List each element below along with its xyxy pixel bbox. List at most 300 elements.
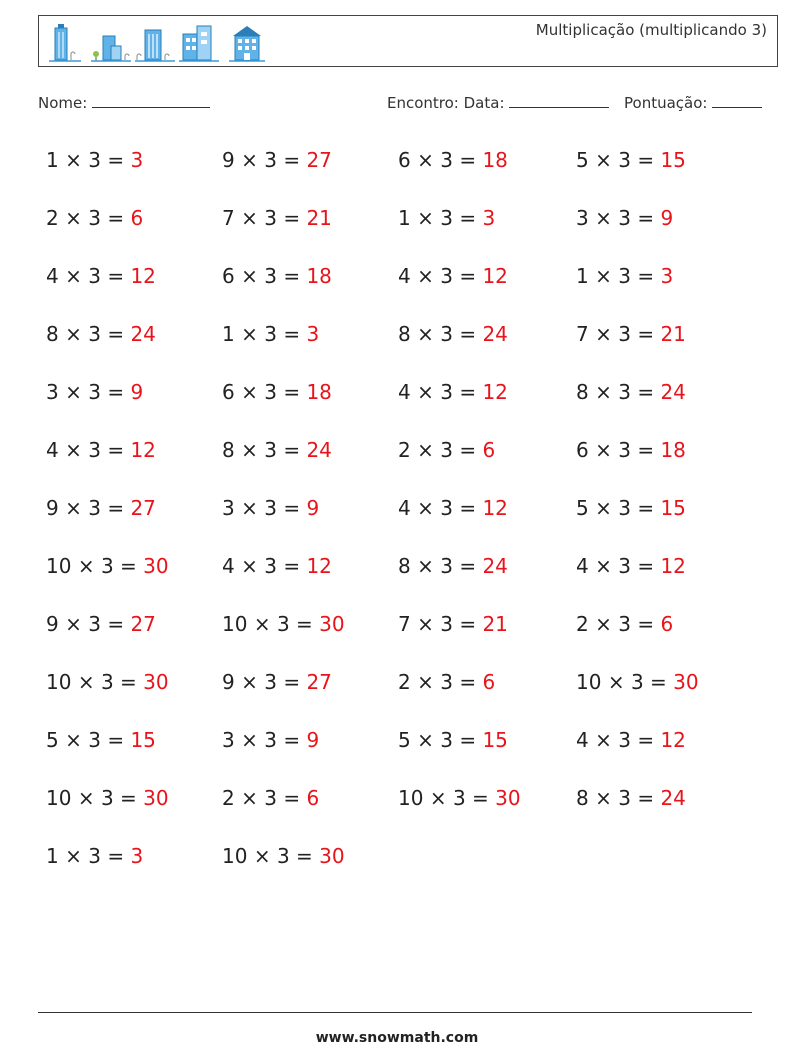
problem-row xyxy=(576,612,673,636)
problem-row xyxy=(222,496,319,520)
equals-sign: = xyxy=(283,264,301,288)
problem-row xyxy=(46,844,143,868)
multiplicand: 3 xyxy=(264,264,277,288)
multiplicand: 3 xyxy=(88,322,101,346)
multiplier: 9 xyxy=(222,148,235,172)
equals-sign: = xyxy=(637,728,655,752)
problem-row xyxy=(576,786,686,810)
equals-sign: = xyxy=(107,380,125,404)
multiplier: 4 xyxy=(398,496,411,520)
problem-row xyxy=(576,322,686,346)
problem-row xyxy=(46,786,169,810)
equals-sign: = xyxy=(296,844,313,868)
multiplier: 10 xyxy=(398,786,424,810)
equals-sign: = xyxy=(650,670,667,694)
equals-sign: = xyxy=(637,264,655,288)
equals-sign: = xyxy=(637,380,655,404)
equals-sign: = xyxy=(107,148,125,172)
answer: 3 xyxy=(130,148,144,172)
multiplier: 2 xyxy=(398,438,411,462)
multiplicand: 3 xyxy=(88,380,101,404)
answer: 30 xyxy=(143,670,169,694)
multiplier: 4 xyxy=(398,264,411,288)
equals-sign: = xyxy=(107,496,125,520)
multiplier: 2 xyxy=(398,670,411,694)
multiplicand: 3 xyxy=(618,496,631,520)
answer: 6 xyxy=(482,438,496,462)
problem-row xyxy=(222,148,332,172)
multiplier: 1 xyxy=(576,264,589,288)
times-sign: × xyxy=(65,728,82,752)
answer: 30 xyxy=(495,786,521,810)
answer: 9 xyxy=(306,728,320,752)
multiplier: 6 xyxy=(576,438,589,462)
answer: 15 xyxy=(660,148,686,172)
answer: 15 xyxy=(482,728,508,752)
answer: 3 xyxy=(306,322,320,346)
multiplier: 4 xyxy=(398,380,411,404)
multiplicand: 3 xyxy=(88,264,101,288)
answer: 18 xyxy=(306,380,332,404)
problem-row xyxy=(398,322,508,346)
problem-row xyxy=(398,206,495,230)
multiplicand: 3 xyxy=(440,264,453,288)
multiplicand: 3 xyxy=(276,612,290,636)
multiplier: 3 xyxy=(576,206,589,230)
multiplicand: 3 xyxy=(88,728,101,752)
problem-row xyxy=(46,670,169,694)
multiplicand: 3 xyxy=(264,670,277,694)
problem-row xyxy=(222,438,332,462)
problem-row xyxy=(398,554,508,578)
times-sign: × xyxy=(65,438,82,462)
times-sign: × xyxy=(241,148,258,172)
equals-sign: = xyxy=(637,496,655,520)
office-building-icon xyxy=(91,22,131,62)
times-sign: × xyxy=(417,322,434,346)
equals-sign: = xyxy=(459,380,477,404)
multiplicand: 3 xyxy=(618,148,631,172)
equals-sign: = xyxy=(283,206,301,230)
times-sign: × xyxy=(65,206,82,230)
times-sign: × xyxy=(253,844,271,868)
multiplier: 1 xyxy=(222,322,235,346)
equals-sign: = xyxy=(107,264,125,288)
multiplier: 9 xyxy=(46,496,59,520)
problem-row xyxy=(222,380,332,404)
multiplier: 10 xyxy=(576,670,602,694)
multiplicand: 3 xyxy=(618,786,631,810)
times-sign: × xyxy=(241,554,258,578)
problem-row xyxy=(576,206,673,230)
times-sign: × xyxy=(595,148,612,172)
equals-sign: = xyxy=(637,148,655,172)
multiplicand: 3 xyxy=(88,438,101,462)
multiplicand: 3 xyxy=(264,438,277,462)
problem-row xyxy=(576,670,699,694)
equals-sign: = xyxy=(459,438,477,462)
problem-row xyxy=(46,612,156,636)
answer: 15 xyxy=(130,728,156,752)
answer: 6 xyxy=(660,612,674,636)
times-sign: × xyxy=(595,786,612,810)
equals-sign: = xyxy=(283,670,301,694)
times-sign: × xyxy=(417,380,434,404)
multiplier: 3 xyxy=(222,728,235,752)
answer: 18 xyxy=(482,148,508,172)
multiplicand: 3 xyxy=(440,438,453,462)
answer: 30 xyxy=(673,670,699,694)
answer: 27 xyxy=(306,148,332,172)
answer: 12 xyxy=(660,554,686,578)
equals-sign: = xyxy=(637,206,655,230)
name-field xyxy=(38,93,210,112)
times-sign: × xyxy=(595,264,612,288)
times-sign: × xyxy=(417,612,434,636)
times-sign: × xyxy=(241,670,258,694)
answer: 24 xyxy=(660,380,686,404)
problem-row xyxy=(46,148,143,172)
multiplicand: 3 xyxy=(100,670,114,694)
multiplicand: 3 xyxy=(264,496,277,520)
multiplicand: 3 xyxy=(618,438,631,462)
multiplicand: 3 xyxy=(618,612,631,636)
times-sign: × xyxy=(65,844,82,868)
multiplier: 2 xyxy=(46,206,59,230)
equals-sign: = xyxy=(283,380,301,404)
times-sign: × xyxy=(429,786,447,810)
problem-row xyxy=(398,264,508,288)
equals-sign: = xyxy=(283,786,301,810)
score-label: Pontuação: xyxy=(624,94,708,112)
equals-sign: = xyxy=(283,322,301,346)
multiplier: 3 xyxy=(222,496,235,520)
multiplier: 7 xyxy=(222,206,235,230)
answer: 18 xyxy=(660,438,686,462)
multiplier: 8 xyxy=(222,438,235,462)
problem-row xyxy=(576,148,686,172)
answer: 12 xyxy=(306,554,332,578)
problem-row xyxy=(222,844,345,868)
times-sign: × xyxy=(417,496,434,520)
times-sign: × xyxy=(65,380,82,404)
multiplicand: 3 xyxy=(452,786,466,810)
problem-row xyxy=(576,728,686,752)
multiplier: 8 xyxy=(46,322,59,346)
problem-row xyxy=(46,438,156,462)
answer: 24 xyxy=(482,322,508,346)
answer: 3 xyxy=(660,264,674,288)
multiplicand: 3 xyxy=(264,148,277,172)
times-sign: × xyxy=(417,264,434,288)
equals-sign: = xyxy=(459,612,477,636)
multiplicand: 3 xyxy=(88,844,101,868)
multiplicand: 3 xyxy=(618,554,631,578)
multiplicand: 3 xyxy=(264,380,277,404)
answer: 30 xyxy=(143,786,169,810)
multiplier: 3 xyxy=(46,380,59,404)
equals-sign: = xyxy=(459,554,477,578)
multiplier: 6 xyxy=(222,264,235,288)
problem-row xyxy=(46,496,156,520)
multiplicand: 3 xyxy=(264,554,277,578)
multiplier: 10 xyxy=(222,612,248,636)
multiplicand: 3 xyxy=(264,322,277,346)
multiplicand: 3 xyxy=(440,612,453,636)
date-field xyxy=(387,93,609,112)
problem-row xyxy=(398,612,508,636)
equals-sign: = xyxy=(637,438,655,462)
multiplier: 9 xyxy=(222,670,235,694)
times-sign: × xyxy=(241,728,258,752)
answer: 9 xyxy=(130,380,144,404)
problem-row xyxy=(46,728,156,752)
equals-sign: = xyxy=(120,670,137,694)
equals-sign: = xyxy=(637,554,655,578)
times-sign: × xyxy=(77,786,95,810)
answer: 24 xyxy=(130,322,156,346)
equals-sign: = xyxy=(296,612,313,636)
times-sign: × xyxy=(241,786,258,810)
times-sign: × xyxy=(595,612,612,636)
date-blank[interactable] xyxy=(509,93,609,108)
building-icon xyxy=(47,22,83,62)
multiplier: 10 xyxy=(222,844,248,868)
equals-sign: = xyxy=(107,728,125,752)
multiplicand: 3 xyxy=(440,148,453,172)
city-block-icon xyxy=(227,22,267,62)
answer: 12 xyxy=(482,496,508,520)
times-sign: × xyxy=(417,728,434,752)
problem-row xyxy=(222,264,332,288)
footer-url: www.snowmath.com xyxy=(315,1030,479,1046)
equals-sign: = xyxy=(107,438,125,462)
multiplicand: 3 xyxy=(440,496,453,520)
times-sign: × xyxy=(241,264,258,288)
multiplicand: 3 xyxy=(264,786,277,810)
multiplier: 2 xyxy=(576,612,589,636)
times-sign: × xyxy=(65,612,82,636)
problem-row xyxy=(398,496,508,520)
problem-row xyxy=(576,438,686,462)
multiplicand: 3 xyxy=(618,322,631,346)
multiplier: 7 xyxy=(576,322,589,346)
times-sign: × xyxy=(595,496,612,520)
equals-sign: = xyxy=(637,612,655,636)
multiplier: 4 xyxy=(46,264,59,288)
answer: 24 xyxy=(482,554,508,578)
answer: 3 xyxy=(482,206,496,230)
problem-row xyxy=(576,264,673,288)
problem-row xyxy=(576,496,686,520)
problem-row xyxy=(46,322,156,346)
multiplier: 6 xyxy=(222,380,235,404)
equals-sign: = xyxy=(283,438,301,462)
times-sign: × xyxy=(417,206,434,230)
equals-sign: = xyxy=(107,844,125,868)
problem-row xyxy=(46,264,156,288)
equals-sign: = xyxy=(459,206,477,230)
answer: 21 xyxy=(306,206,332,230)
problem-row xyxy=(222,728,319,752)
multiplier: 4 xyxy=(576,728,589,752)
times-sign: × xyxy=(607,670,625,694)
times-sign: × xyxy=(65,496,82,520)
times-sign: × xyxy=(77,670,95,694)
answer: 21 xyxy=(660,322,686,346)
multiplicand: 3 xyxy=(88,148,101,172)
multiplicand: 3 xyxy=(630,670,644,694)
name-blank[interactable] xyxy=(92,93,210,108)
apartment-icon xyxy=(179,22,219,62)
multiplier: 10 xyxy=(46,786,72,810)
problem-row xyxy=(398,786,521,810)
times-sign: × xyxy=(417,554,434,578)
multiplier: 8 xyxy=(576,786,589,810)
equals-sign: = xyxy=(120,554,137,578)
answer: 24 xyxy=(306,438,332,462)
times-sign: × xyxy=(241,322,258,346)
answer: 3 xyxy=(130,844,144,868)
answer: 6 xyxy=(482,670,496,694)
answer: 30 xyxy=(143,554,169,578)
multiplicand: 3 xyxy=(440,554,453,578)
answer: 12 xyxy=(482,380,508,404)
multiplier: 9 xyxy=(46,612,59,636)
problem-row xyxy=(222,670,332,694)
equals-sign: = xyxy=(283,728,301,752)
times-sign: × xyxy=(417,670,434,694)
answer: 12 xyxy=(130,264,156,288)
answer: 6 xyxy=(130,206,144,230)
footer-divider xyxy=(38,1012,752,1013)
multiplicand: 3 xyxy=(100,554,114,578)
equals-sign: = xyxy=(459,264,477,288)
equals-sign: = xyxy=(107,206,125,230)
answer: 27 xyxy=(306,670,332,694)
equals-sign: = xyxy=(637,786,655,810)
multiplier: 4 xyxy=(46,438,59,462)
worksheet-header xyxy=(38,15,778,67)
times-sign: × xyxy=(595,438,612,462)
problem-row xyxy=(576,380,686,404)
problem-row xyxy=(398,438,495,462)
equals-sign: = xyxy=(283,496,301,520)
equals-sign: = xyxy=(459,322,477,346)
answer: 12 xyxy=(482,264,508,288)
times-sign: × xyxy=(241,206,258,230)
problem-row xyxy=(398,670,495,694)
times-sign: × xyxy=(65,322,82,346)
score-blank[interactable] xyxy=(712,93,762,108)
multiplier: 10 xyxy=(46,554,72,578)
multiplier: 10 xyxy=(46,670,72,694)
equals-sign: = xyxy=(637,322,655,346)
times-sign: × xyxy=(595,554,612,578)
multiplicand: 3 xyxy=(618,728,631,752)
times-sign: × xyxy=(595,728,612,752)
problem-row xyxy=(46,206,143,230)
multiplicand: 3 xyxy=(440,728,453,752)
multiplier: 5 xyxy=(46,728,59,752)
answer: 9 xyxy=(306,496,320,520)
multiplicand: 3 xyxy=(618,380,631,404)
equals-sign: = xyxy=(472,786,489,810)
answer: 27 xyxy=(130,496,156,520)
tower-icon xyxy=(135,22,175,62)
problem-row xyxy=(222,206,332,230)
multiplier: 6 xyxy=(398,148,411,172)
problem-row xyxy=(222,786,319,810)
problem-row xyxy=(576,554,686,578)
date-label: Encontro: Data: xyxy=(387,94,505,112)
times-sign: × xyxy=(595,380,612,404)
problem-row xyxy=(398,148,508,172)
multiplier: 8 xyxy=(576,380,589,404)
name-label: Nome: xyxy=(38,94,88,112)
equals-sign: = xyxy=(107,612,125,636)
equals-sign: = xyxy=(120,786,137,810)
times-sign: × xyxy=(595,322,612,346)
answer: 30 xyxy=(319,612,345,636)
times-sign: × xyxy=(241,496,258,520)
equals-sign: = xyxy=(283,554,301,578)
problem-row xyxy=(398,380,508,404)
multiplicand: 3 xyxy=(88,206,101,230)
multiplier: 1 xyxy=(398,206,411,230)
answer: 18 xyxy=(306,264,332,288)
multiplicand: 3 xyxy=(264,206,277,230)
multiplier: 8 xyxy=(398,554,411,578)
multiplicand: 3 xyxy=(88,612,101,636)
times-sign: × xyxy=(417,438,434,462)
problem-row xyxy=(222,612,345,636)
answer: 12 xyxy=(130,438,156,462)
multiplier: 5 xyxy=(576,496,589,520)
multiplier: 4 xyxy=(576,554,589,578)
times-sign: × xyxy=(77,554,95,578)
multiplicand: 3 xyxy=(100,786,114,810)
problem-row xyxy=(46,554,169,578)
answer: 27 xyxy=(130,612,156,636)
problem-row xyxy=(222,322,319,346)
multiplicand: 3 xyxy=(88,496,101,520)
equals-sign: = xyxy=(459,728,477,752)
answer: 12 xyxy=(660,728,686,752)
multiplicand: 3 xyxy=(440,380,453,404)
answer: 9 xyxy=(660,206,674,230)
answer: 30 xyxy=(319,844,345,868)
times-sign: × xyxy=(595,206,612,230)
equals-sign: = xyxy=(459,148,477,172)
equals-sign: = xyxy=(459,496,477,520)
multiplicand: 3 xyxy=(440,206,453,230)
times-sign: × xyxy=(65,264,82,288)
times-sign: × xyxy=(241,380,258,404)
problem-row xyxy=(398,728,508,752)
multiplicand: 3 xyxy=(276,844,290,868)
multiplier: 5 xyxy=(398,728,411,752)
problem-row xyxy=(46,380,143,404)
multiplicand: 3 xyxy=(264,728,277,752)
multiplicand: 3 xyxy=(440,322,453,346)
multiplier: 5 xyxy=(576,148,589,172)
multiplier: 1 xyxy=(46,844,59,868)
equals-sign: = xyxy=(107,322,125,346)
times-sign: × xyxy=(241,438,258,462)
times-sign: × xyxy=(253,612,271,636)
multiplicand: 3 xyxy=(618,206,631,230)
